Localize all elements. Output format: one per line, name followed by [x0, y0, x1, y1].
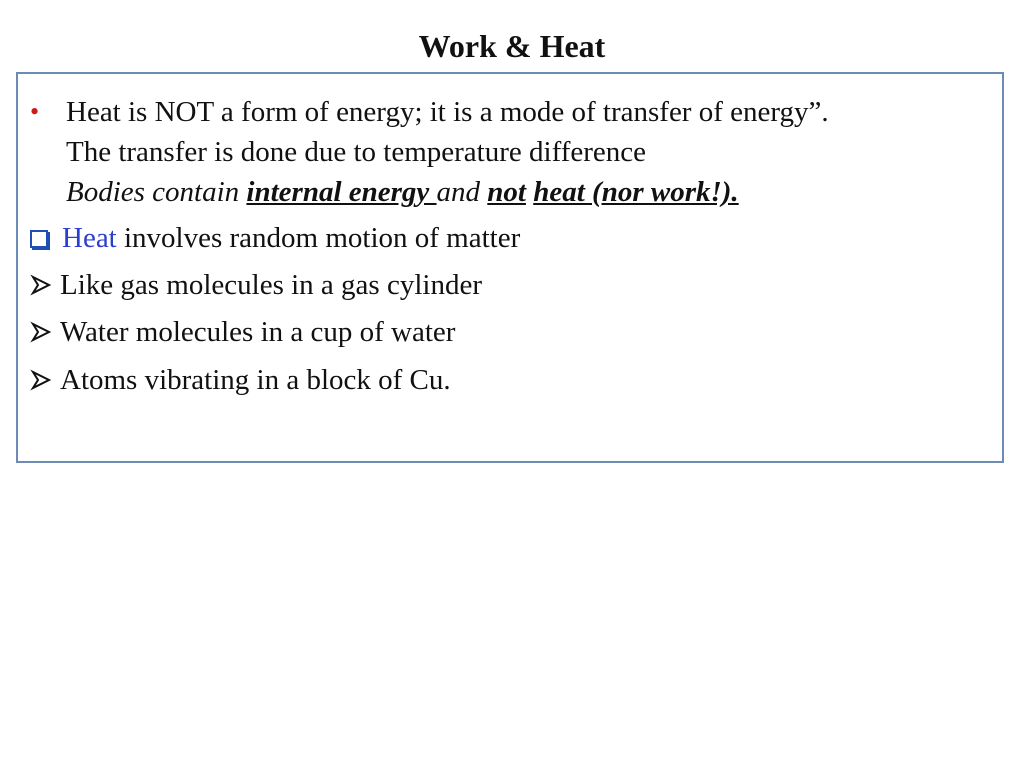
content-box: [16, 72, 1004, 463]
heat-motion-item: [30, 218, 520, 258]
bullet-line-1: Heat is NOT a form of energy; it is a mode of transfer of energy”.: [66, 96, 829, 128]
sub-item-text: Like gas molecules in a gas cylinder: [60, 269, 482, 301]
bodies-contain-text: Bodies contain: [66, 176, 247, 208]
sub-item-text: Atoms vibrating in a block of Cu.: [60, 364, 451, 396]
sub-item-text: Water molecules in a cup of water: [60, 316, 456, 348]
sub-item-water: [30, 312, 455, 352]
bullet-lines: [66, 92, 991, 212]
slide-title: Work & Heat: [418, 28, 606, 64]
internal-energy-text: internal energy: [246, 176, 437, 208]
heat-highlight: Heat: [62, 222, 117, 254]
bullet-line-3: [66, 172, 991, 212]
sub-item-atoms: [30, 360, 451, 400]
arrowhead-bullet-icon: [30, 274, 52, 296]
red-dot-bullet-icon: •: [30, 97, 40, 126]
sub-item-gas: [30, 265, 482, 305]
hollow-square-checkbox-icon: [30, 230, 48, 248]
arrowhead-bullet-icon: [30, 321, 52, 343]
heat-nor-work-text: heat (nor work!).: [533, 176, 739, 208]
not-text: not: [487, 176, 526, 208]
and-text: and: [436, 176, 488, 208]
bullet-line-2: The transfer is done due to temperature difference: [66, 136, 646, 168]
heat-motion-text: involves random motion of matter: [116, 222, 521, 254]
arrowhead-bullet-icon: [30, 369, 52, 391]
